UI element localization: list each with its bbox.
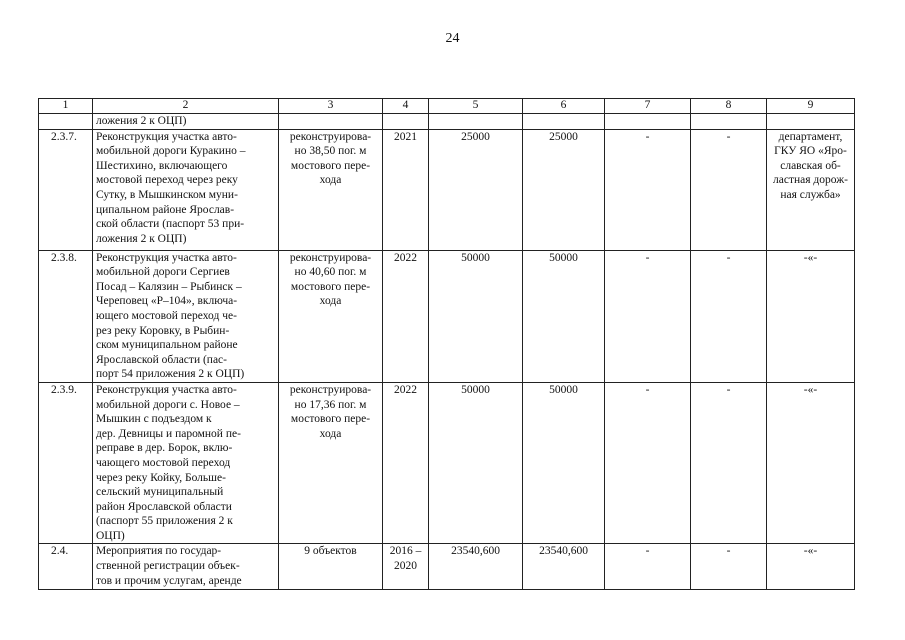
- period: 2022: [383, 250, 429, 382]
- header-cell: 8: [691, 99, 767, 114]
- measure-name: Мероприятия по государ- ственной регистрации объек- тов и прочим услугам, аренде: [93, 544, 279, 590]
- regional-amount: 23540,600: [523, 544, 605, 590]
- col8-value: -: [691, 544, 767, 590]
- total-amount: 25000: [429, 129, 523, 250]
- regional-amount: 25000: [523, 129, 605, 250]
- header-cell: 1: [39, 99, 93, 114]
- col7-value: -: [605, 544, 691, 590]
- period: 2021: [383, 129, 429, 250]
- measure-name: Реконструкция участка авто- мобильной дороги Куракино – Шестихино, включающего мостовой переход через реку Сутку, в Мышкинском муни- ципальном районе Ярослав- ской области (паспорт 53 при- ложения 2 к ОЦП): [93, 129, 279, 250]
- header-cell: 6: [523, 99, 605, 114]
- regional-amount: 50000: [523, 382, 605, 544]
- period: 2022: [383, 382, 429, 544]
- col7-value: -: [605, 129, 691, 250]
- table-row: [39, 544, 855, 590]
- program-table: [38, 98, 855, 590]
- measure-name: Реконструкция участка авто- мобильной дороги с. Новое – Мышкин с подъездом к дер. Девницы и паромной пе- реправе в дер. Борок, вклю- чающего мостовой переход через реку Койку, Больше- сельский муниципальный район Ярославской области (паспорт 55 приложения 2 к ОЦП): [93, 382, 279, 544]
- row-number: 2.3.8.: [39, 250, 93, 382]
- header-cell: 9: [767, 99, 855, 114]
- col7-value: -: [605, 250, 691, 382]
- header-cell: 3: [279, 99, 383, 114]
- col8-value: -: [691, 382, 767, 544]
- indicator: реконструирова- но 17,36 пог. м мостового пере- хода: [279, 382, 383, 544]
- regional-amount: 50000: [523, 250, 605, 382]
- continuation-row: [39, 114, 855, 130]
- executor: -«-: [767, 250, 855, 382]
- total-amount: 50000: [429, 382, 523, 544]
- table-row: [39, 382, 855, 544]
- row-number: 2.3.9.: [39, 382, 93, 544]
- header-cell: 2: [93, 99, 279, 114]
- row-number: 2.4.: [39, 544, 93, 590]
- col8-value: -: [691, 250, 767, 382]
- header-cell: 5: [429, 99, 523, 114]
- indicator: реконструирова- но 40,60 пог. м мостового пере- хода: [279, 250, 383, 382]
- table-row: [39, 250, 855, 382]
- executor: -«-: [767, 544, 855, 590]
- col7-value: -: [605, 382, 691, 544]
- page-number: 24: [445, 31, 460, 46]
- column-number-row: [39, 99, 855, 114]
- period: 2016 – 2020: [383, 544, 429, 590]
- total-amount: 23540,600: [429, 544, 523, 590]
- header-cell: 7: [605, 99, 691, 114]
- executor: департамент, ГКУ ЯО «Яро- славская об- ластная дорож- ная служба»: [767, 129, 855, 250]
- continuation-text: ложения 2 к ОЦП): [93, 114, 279, 130]
- table-row: [39, 129, 855, 250]
- indicator: реконструирова- но 38,50 пог. м мостового пере- хода: [279, 129, 383, 250]
- header-cell: 4: [383, 99, 429, 114]
- measure-name: Реконструкция участка авто- мобильной дороги Сергиев Посад – Калязин – Рыбинск – Череповец «Р–104», включа- ющего мостовой переход че- рез реку Коровку, в Рыбин- ском муниципальном районе Ярославской области (пас- порт 54 приложения 2 к ОЦП): [93, 250, 279, 382]
- total-amount: 50000: [429, 250, 523, 382]
- executor: -«-: [767, 382, 855, 544]
- indicator: 9 объектов: [279, 544, 383, 590]
- row-number: 2.3.7.: [39, 129, 93, 250]
- col8-value: -: [691, 129, 767, 250]
